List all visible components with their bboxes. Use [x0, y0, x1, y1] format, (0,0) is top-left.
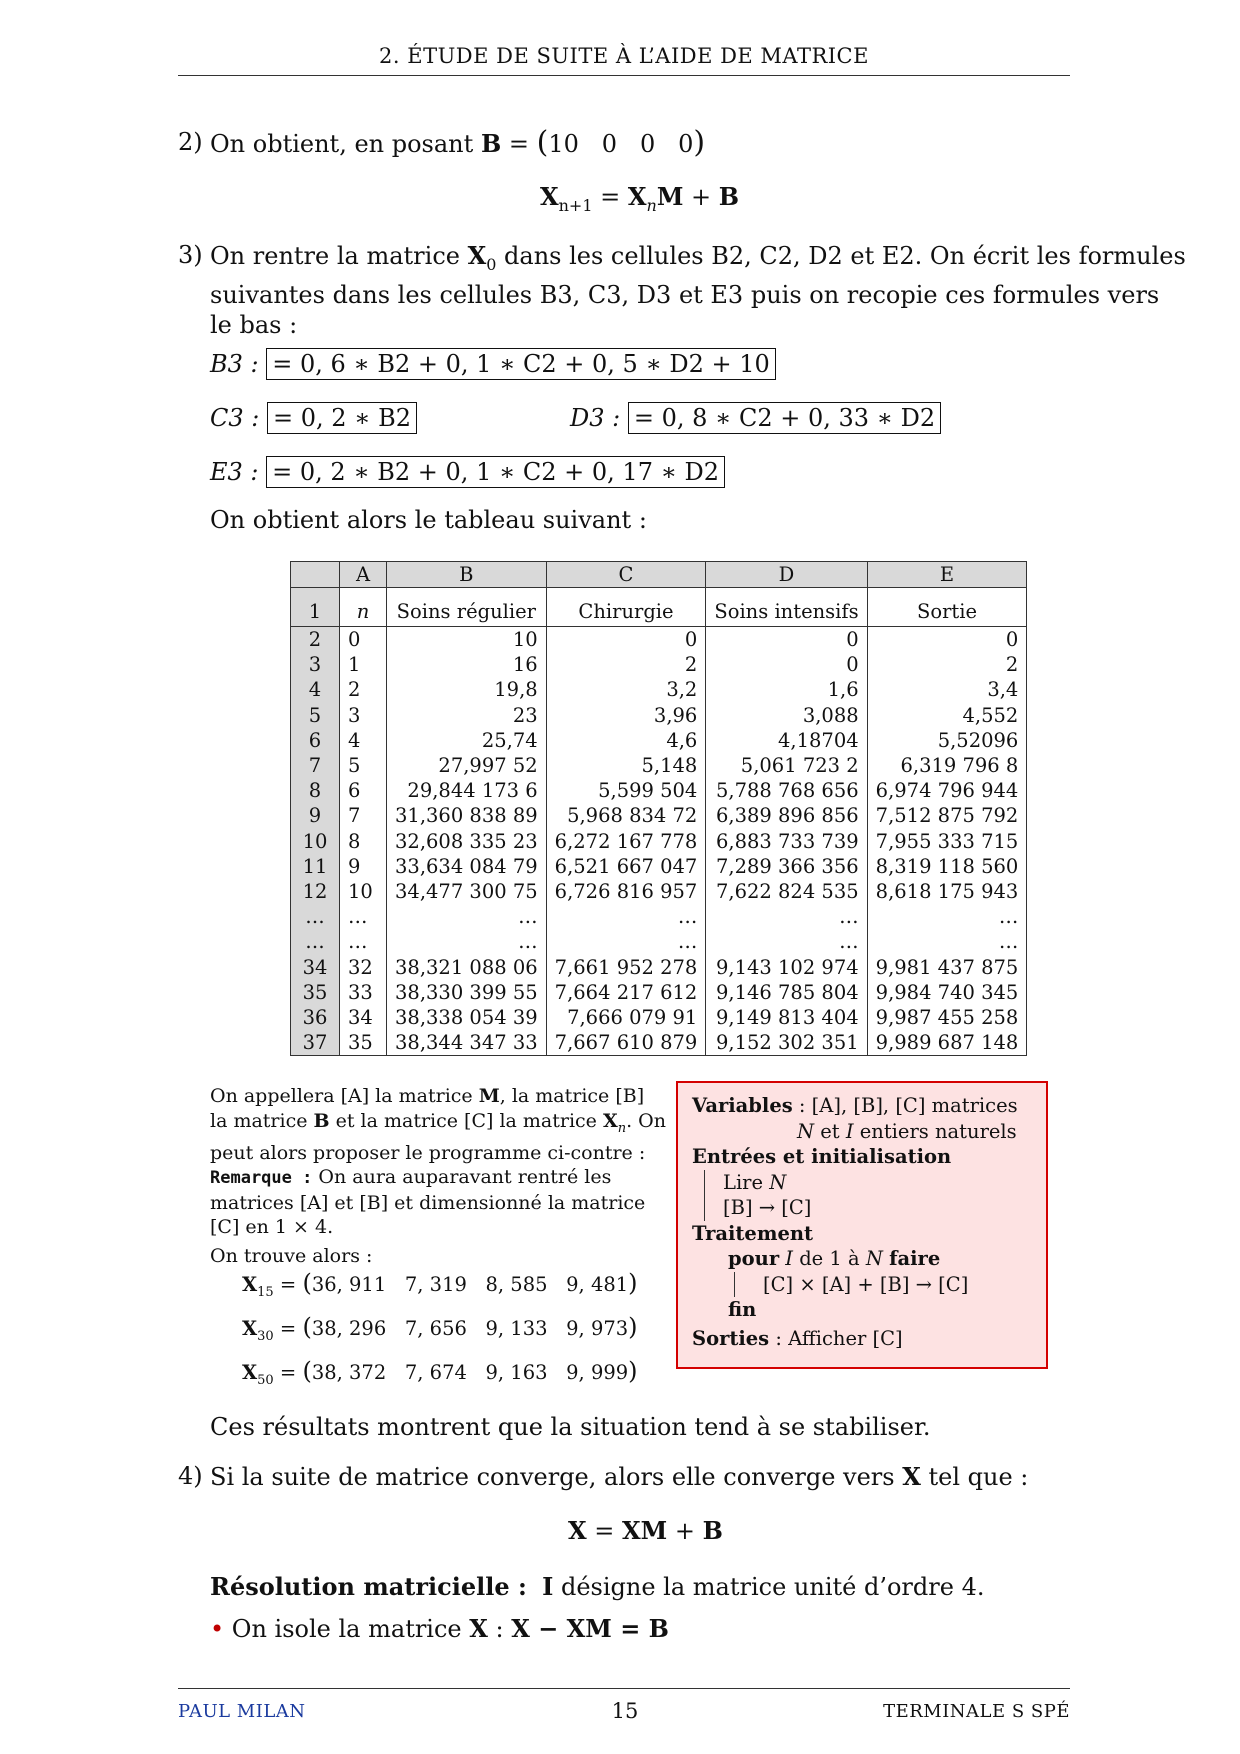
cell-value: 9,981 437 875 — [867, 954, 1027, 979]
column-labels-row — [291, 588, 1027, 627]
item-4-text — [210, 1462, 1028, 1492]
cell-value: … — [387, 929, 547, 954]
cell-value: 2 — [546, 652, 706, 677]
desc-line1a: On appellera [A] la matrice — [210, 1085, 479, 1107]
row-vector-v2: 0 — [639, 130, 656, 158]
cell-n: … — [340, 904, 387, 929]
footer-author: PAUL MILAN — [178, 1701, 306, 1722]
formula-c3-label: C3 : — [210, 404, 260, 432]
cell-n: 4 — [340, 728, 387, 753]
cell-n: 10 — [340, 879, 387, 904]
cell-value: 5,968 834 72 — [546, 803, 706, 828]
result-x50-v0: 38, 372 — [311, 1360, 387, 1384]
formula-lhs: X — [540, 182, 559, 211]
cell-value: 4,552 — [867, 703, 1027, 728]
cell-value: 3,2 — [546, 677, 706, 702]
bullet-line — [210, 1614, 669, 1644]
algo-loop — [692, 1246, 1032, 1323]
cell-value: 25,74 — [387, 728, 547, 753]
item-3-line1a: On rentre la matrice — [210, 242, 468, 270]
recurrence-formula — [540, 182, 739, 221]
algo-processing-label: Traitement — [692, 1221, 814, 1245]
row-number: 37 — [291, 1030, 340, 1056]
cell-value: 9,143 102 974 — [706, 954, 867, 979]
sheet-corner — [291, 562, 340, 588]
row-number: 4 — [291, 677, 340, 702]
item-3-number: 3) — [178, 241, 203, 269]
desc-line2c: . On — [626, 1109, 666, 1132]
cell-value: 6,319 796 8 — [867, 753, 1027, 778]
cell-value: 5,599 504 — [546, 778, 706, 803]
result-x15-sub: 15 — [257, 1284, 274, 1300]
cell-value: 7,622 824 535 — [706, 879, 867, 904]
item-3-x0: X — [467, 241, 487, 270]
row-vector-v0: 10 — [548, 130, 579, 158]
row-number: 12 — [291, 879, 340, 904]
cell-value: 5,061 723 2 — [706, 753, 867, 778]
table-row — [291, 627, 1027, 653]
row-number: 5 — [291, 703, 340, 728]
result-x50-v2: 9, 163 — [485, 1360, 548, 1384]
formula-b3-box: = 0, 6 ∗ B2 + 0, 1 ∗ C2 + 0, 5 ∗ D2 + 10 — [266, 348, 776, 380]
cell-value: 7,661 952 278 — [546, 954, 706, 979]
formula-e3 — [210, 456, 725, 488]
row-vector-v3: 0 — [678, 130, 694, 158]
table-row — [291, 980, 1027, 1005]
algo-read-var: N — [769, 1170, 787, 1194]
formula-d3-box: = 0, 8 ∗ C2 + 0, 33 ∗ D2 — [628, 402, 941, 434]
table-row — [291, 1030, 1027, 1056]
cell-value: 9,146 785 804 — [706, 980, 867, 1005]
cell-value: 23 — [387, 703, 547, 728]
result-x50-name: X — [242, 1360, 258, 1384]
result-x30-sub: 30 — [257, 1328, 274, 1344]
cell-n: 5 — [340, 753, 387, 778]
item-4-text-b: tel que : — [920, 1463, 1029, 1491]
cell-value: 7,666 079 91 — [546, 1005, 706, 1030]
sheet-body — [291, 627, 1027, 1056]
result-x15-v2: 8, 585 — [485, 1273, 548, 1296]
row-number: 7 — [291, 753, 340, 778]
eq-equals: = — [586, 1517, 622, 1545]
row-vector-close: ) — [693, 125, 706, 160]
item-2-eq: = — [501, 130, 537, 158]
table-row — [291, 677, 1027, 702]
result-x50-v1: 7, 674 — [404, 1360, 467, 1384]
found-label: On trouve alors : — [210, 1244, 373, 1267]
algo-read: Lire — [723, 1170, 770, 1194]
table-row — [291, 879, 1027, 904]
eq-XM: XM — [622, 1516, 668, 1545]
cell-n: 3 — [340, 703, 387, 728]
row-number: … — [291, 904, 340, 929]
formula-b: B — [718, 182, 740, 211]
desc-M: M — [478, 1085, 500, 1107]
cell-value: 10 — [387, 627, 547, 653]
cell-value: 31,360 838 89 — [387, 803, 547, 828]
result-x30-v2: 9, 133 — [485, 1316, 548, 1340]
algo-end: fin — [728, 1298, 757, 1321]
item-4-X: X — [902, 1462, 921, 1491]
desc-X-sub: n — [617, 1120, 627, 1136]
row-number: 36 — [291, 1005, 340, 1030]
formula-b3-label: B3 : — [210, 350, 259, 378]
conclusion: Ces résultats montrent que la situation tend à se stabiliser. — [210, 1413, 931, 1441]
cell-value: 7,289 366 356 — [706, 854, 867, 879]
cell-value: 6,726 816 957 — [546, 879, 706, 904]
bullet-colon: : — [487, 1615, 512, 1643]
formula-b3 — [210, 348, 776, 380]
cell-n: 2 — [340, 677, 387, 702]
running-header: 2. ÉTUDE DE SUITE À L’AIDE DE MATRICE — [379, 44, 869, 68]
row-number: 8 — [291, 778, 340, 803]
formula-d3 — [570, 402, 941, 434]
result-x15: $X_{15} = (36$, 911 7, 319 8, 585 9, 481) — [242, 1269, 638, 1300]
result-x30-v1: 7, 656 — [404, 1316, 467, 1340]
cell-n: 6 — [340, 778, 387, 803]
cell-value: 7,667 610 879 — [546, 1030, 706, 1056]
item-2-text — [210, 125, 706, 160]
cell-value: 9,149 813 404 — [706, 1005, 867, 1030]
cell-value: 38,344 347 33 — [387, 1030, 547, 1056]
col-letter-a: A — [340, 562, 387, 588]
table-row — [291, 652, 1027, 677]
cell-value: … — [546, 904, 706, 929]
result-x30-name: X — [242, 1316, 258, 1340]
row-number: 6 — [291, 728, 340, 753]
col-letter-d: D — [706, 562, 867, 588]
result-x15-v0: 36, 911 — [311, 1273, 387, 1296]
cell-value: 6,883 733 739 — [706, 829, 867, 854]
formula-e3-label: E3 : — [210, 458, 259, 486]
algo-variables-label: Variables — [692, 1094, 793, 1117]
cell-value: 5,52096 — [867, 728, 1027, 753]
cell-value: 6,389 896 856 — [706, 803, 867, 828]
row-number: 2 — [291, 627, 340, 653]
cell-value: 9,987 455 258 — [867, 1005, 1027, 1030]
cell-n: 32 — [340, 954, 387, 979]
header-rule — [178, 75, 1070, 76]
resolution-text: désigne la matrice unité d’ordre 4. — [553, 1573, 985, 1601]
cell-value: 4,6 — [546, 728, 706, 753]
algo-for-to: N — [865, 1247, 883, 1270]
cell-n: 33 — [340, 980, 387, 1005]
table-row — [291, 929, 1027, 954]
remark-label: Remarque : — [210, 1168, 313, 1189]
row-number: 3 — [291, 652, 340, 677]
label-sortie: Sortie — [867, 588, 1027, 627]
formula-d3-label: D3 : — [570, 404, 621, 432]
item-3-line1b: dans les cellules B2, C2, D2 et E2. On écrit les formules — [496, 242, 1186, 270]
row-header: 1 — [291, 588, 340, 627]
cell-value: … — [706, 904, 867, 929]
resolution-label: Résolution matricielle : — [210, 1572, 527, 1601]
desc-line1b: , la matrice [B] — [499, 1085, 645, 1107]
item-2-number: 2) — [178, 128, 203, 156]
cell-value: 0 — [867, 627, 1027, 653]
cell-value: 9,152 302 351 — [706, 1030, 867, 1056]
row-vector-v1: 0 — [601, 130, 618, 158]
item-3-x0-sub: 0 — [486, 254, 497, 274]
cell-value: 2 — [867, 652, 1027, 677]
row-vector-open: ( — [536, 125, 549, 160]
table-row — [291, 829, 1027, 854]
label-soins-intensifs: Soins intensifs — [706, 588, 867, 627]
cell-value: … — [387, 904, 547, 929]
row-number: 11 — [291, 854, 340, 879]
item-4-number: 4) — [178, 1462, 203, 1490]
cell-value: 8,618 175 943 — [867, 879, 1027, 904]
algo-var-and: et — [814, 1119, 846, 1143]
algo-do: faire — [889, 1247, 941, 1270]
item-2-lead: On obtient, en posant — [210, 130, 474, 158]
algo-var-type: entiers naturels — [853, 1119, 1017, 1143]
item-4-text-a: Si la suite de matrice converge, alors elle converge vers — [210, 1463, 903, 1491]
algo-var-i: I — [845, 1119, 854, 1143]
formula-plus: + — [683, 183, 719, 211]
cell-n: 35 — [340, 1030, 387, 1056]
cell-n: 9 — [340, 854, 387, 879]
table-row — [291, 778, 1027, 803]
cell-value: 32,608 335 23 — [387, 829, 547, 854]
eq-X: X — [568, 1516, 587, 1545]
cell-n: 7 — [340, 803, 387, 828]
cell-value: 38,321 088 06 — [387, 954, 547, 979]
algo-variables-1: : [A], [B], [C] matrices — [792, 1094, 1018, 1117]
cell-value: 29,844 173 6 — [387, 778, 547, 803]
cell-value: 33,634 084 79 — [387, 854, 547, 879]
cell-value: 5,788 768 656 — [706, 778, 867, 803]
cell-value: 7,512 875 792 — [867, 803, 1027, 828]
algorithm-box — [676, 1081, 1048, 1369]
desc-line3: peut alors proposer le programme ci-contre : — [210, 1141, 646, 1164]
fixed-point-equation — [568, 1516, 723, 1546]
label-chirurgie: Chirurgie — [546, 588, 706, 627]
formula-x: X — [627, 182, 647, 211]
cell-value: 0 — [706, 627, 867, 653]
item-2-B: B — [480, 129, 502, 158]
algo-assign: [B] → [C] — [723, 1196, 812, 1219]
table-intro: On obtient alors le tableau suivant : — [210, 506, 647, 534]
cell-value: 27,997 52 — [387, 753, 547, 778]
cell-n: 1 — [340, 652, 387, 677]
table-row — [291, 803, 1027, 828]
label-n: n — [340, 588, 387, 627]
item-3-line2: suivantes dans les cellules B3, C3, D3 et E3 puis on recopie ces formules vers — [210, 280, 1160, 309]
result-x30-v3: 9, 973 — [566, 1316, 629, 1340]
resolution-I: I — [542, 1572, 554, 1601]
result-x50-v3: 9, 999 — [566, 1360, 629, 1384]
program-description — [210, 1084, 666, 1268]
cell-value: 3,96 — [546, 703, 706, 728]
cell-value: 38,330 399 55 — [387, 980, 547, 1005]
cell-n: 34 — [340, 1005, 387, 1030]
result-x50-sub: 50 — [257, 1372, 274, 1388]
row-number: 9 — [291, 803, 340, 828]
cell-value: 9,989 687 148 — [867, 1030, 1027, 1056]
remark-line1: On aura auparavant rentré les — [312, 1166, 612, 1189]
row-number: 10 — [291, 829, 340, 854]
table-row — [291, 904, 1027, 929]
cell-value: 6,521 667 047 — [546, 854, 706, 879]
table-row — [291, 854, 1027, 879]
bullet-equation: X − XM = B — [511, 1614, 669, 1643]
cell-value: 7,955 333 715 — [867, 829, 1027, 854]
eq-plus: + — [667, 1517, 703, 1545]
cell-value: … — [867, 929, 1027, 954]
formula-e3-box: = 0, 2 ∗ B2 + 0, 1 ∗ C2 + 0, 17 ∗ D2 — [266, 456, 725, 488]
algo-var-n: N — [797, 1119, 815, 1143]
table-row — [291, 728, 1027, 753]
cell-value: 0 — [546, 627, 706, 653]
result-x15-v3: 9, 481 — [566, 1273, 629, 1296]
col-letter-e: E — [867, 562, 1027, 588]
cell-value: 6,272 167 778 — [546, 829, 706, 854]
result-x15-name: X — [242, 1273, 258, 1296]
cell-value: 5,148 — [546, 753, 706, 778]
col-letter-b: B — [387, 562, 547, 588]
spreadsheet-table — [290, 561, 1027, 1056]
row-number: 34 — [291, 954, 340, 979]
cell-value: 34,477 300 75 — [387, 879, 547, 904]
algo-outputs-label: Sorties — [692, 1326, 770, 1350]
formula-c3 — [210, 402, 417, 434]
label-soins-regulier: Soins régulier — [387, 588, 547, 627]
row-number: 35 — [291, 980, 340, 1005]
item-3-line3: le bas : — [210, 310, 298, 339]
resolution-line — [210, 1572, 984, 1602]
table-row — [291, 753, 1027, 778]
item-3-paragraph — [210, 241, 1186, 340]
formula-x-sub: n — [646, 195, 657, 215]
table-row — [291, 1005, 1027, 1030]
desc-X: X — [602, 1109, 618, 1132]
algo-outputs: : Afficher [C] — [769, 1326, 903, 1350]
cell-value: 1,6 — [706, 677, 867, 702]
cell-value: 38,338 054 39 — [387, 1005, 547, 1030]
footer-rule — [178, 1688, 1070, 1689]
remark-line2: matrices [A] et [B] et dimensionné la matrice — [210, 1191, 646, 1214]
result-x15-v1: 7, 319 — [404, 1273, 467, 1296]
cell-value: 6,974 796 944 — [867, 778, 1027, 803]
result-x30-v0: 38, 296 — [311, 1316, 387, 1340]
formula-m: M — [656, 182, 684, 211]
cell-value: … — [867, 904, 1027, 929]
result-x30: $X_{30} = (38$, 296 7, 656 9, 133 9, 973) — [242, 1312, 638, 1344]
bullet-X: X — [469, 1614, 488, 1643]
page-number: 15 — [611, 1699, 639, 1723]
table-row — [291, 703, 1027, 728]
bullet-text: On isole la matrice — [231, 1615, 470, 1643]
cell-value: 3,4 — [867, 677, 1027, 702]
desc-B: B — [313, 1109, 330, 1132]
formula-equals: = — [592, 183, 628, 211]
bullet-icon: • — [210, 1615, 225, 1643]
col-letter-c: C — [546, 562, 706, 588]
cell-n: 8 — [340, 829, 387, 854]
cell-value: … — [546, 929, 706, 954]
cell-value: 7,664 217 612 — [546, 980, 706, 1005]
cell-n: 0 — [340, 627, 387, 653]
cell-value: … — [706, 929, 867, 954]
cell-value: 4,18704 — [706, 728, 867, 753]
algo-for: pour — [728, 1247, 780, 1270]
cell-n: … — [340, 929, 387, 954]
remark-line3: [C] en 1 × 4. — [210, 1216, 334, 1239]
column-letters-row — [291, 562, 1027, 588]
cell-value: 0 — [706, 652, 867, 677]
cell-value: 8,319 118 560 — [867, 854, 1027, 879]
algo-for-var: I — [785, 1247, 793, 1270]
results-list — [242, 1266, 638, 1398]
cell-value: 3,088 — [706, 703, 867, 728]
cell-value: 16 — [387, 652, 547, 677]
algo-loop-body: [C] × [A] + [B] → [C] — [734, 1272, 1032, 1298]
cell-value: 19,8 — [387, 677, 547, 702]
desc-line2b: et la matrice [C] la matrice — [329, 1109, 603, 1132]
formula-c3-box: = 0, 2 ∗ B2 — [267, 402, 417, 434]
desc-line2a: la matrice — [210, 1109, 314, 1132]
table-row — [291, 954, 1027, 979]
cell-value: 9,984 740 345 — [867, 980, 1027, 1005]
row-number: … — [291, 929, 340, 954]
algo-inputs-block — [704, 1170, 1032, 1221]
formula-lhs-sub: n+1 — [558, 195, 593, 215]
result-x50: $X_{50} = (38$, 372 7, 674 9, 163 9, 999) — [242, 1356, 638, 1388]
algo-for-from: de 1 à — [793, 1247, 866, 1270]
eq-B: B — [702, 1516, 723, 1545]
footer-course: TERMINALE S SPÉ — [883, 1701, 1070, 1722]
algo-inputs-label: Entrées et initialisation — [692, 1145, 952, 1168]
